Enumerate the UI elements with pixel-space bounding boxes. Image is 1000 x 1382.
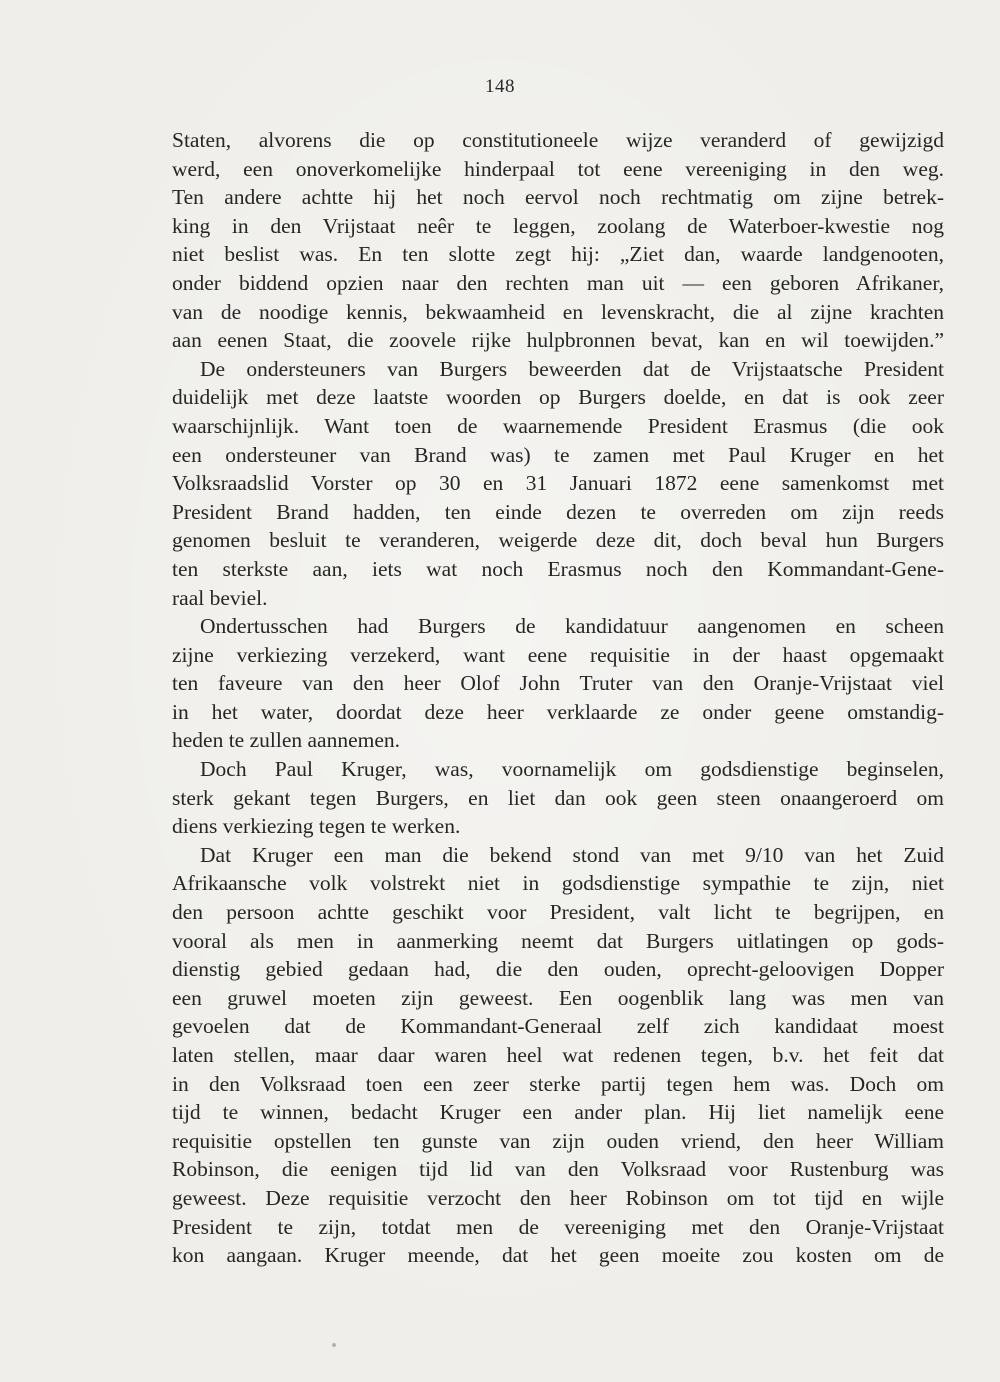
text-line: niet beslist was. En ten slotte zegt hij: „Ziet dan, waarde landgenooten, (172, 242, 944, 267)
ink-speck (332, 1343, 336, 1347)
text-line: vooral als men in aanmerking neemt dat Burgers uitlatingen op gods- (172, 928, 944, 953)
paragraph-start-line: De ondersteuners van Burgers beweerden dat de Vrijstaatsche President (200, 356, 944, 381)
text-line: aan eenen Staat, die zoovele rijke hulpbronnen bevat, kan en wil toewijden.” (172, 328, 944, 353)
page-number: 148 (485, 76, 515, 97)
text-line: kon aangaan. Kruger meende, dat het geen moeite zou kosten om de (172, 1243, 944, 1268)
text-line: laten stellen, maar daar waren heel wat redenen tegen, b.v. het feit dat (172, 1043, 944, 1067)
paragraph-end-line: heden te zullen aannemen. (172, 728, 401, 753)
text-line: ten sterkste aan, iets wat noch Erasmus noch den Kommandant-Gene- (172, 556, 944, 581)
text-line: in den Volksraad toen een zeer sterke partij tegen hem was. Doch om (172, 1071, 944, 1096)
text-line: onder biddend opzien naar den rechten man uit — een geboren Afrikaner, (172, 270, 944, 295)
text-line: zijne verkiezing verzekerd, want eene requisitie in der haast opgemaakt (172, 642, 944, 667)
text-line: Afrikaansche volk volstrekt niet in godsdienstige sympathie te zijn, niet (172, 871, 944, 896)
paragraph-start-line: Doch Paul Kruger, was, voornamelijk om godsdienstige beginselen, (200, 757, 944, 782)
text-line: sterk gekant tegen Burgers, en liet dan ook geen steen onaangeroerd om (172, 785, 944, 810)
text-line: ten faveure van den heer Olof John Truter van den Oranje-Vrijstaat viel (172, 671, 944, 696)
text-line: President te zijn, totdat men de vereeniging met den Oranje-Vrijstaat (172, 1214, 944, 1239)
text-line: gevoelen dat de Kommandant-Generaal zelf zich kandidaat moest (172, 1014, 944, 1039)
text-line: geweest. Deze requisitie verzocht den heer Robinson om tot tijd en wijle (172, 1185, 944, 1210)
paragraph-end-line: diens verkiezing tegen te werken. (172, 814, 461, 839)
text-line: tijd te winnen, bedacht Kruger een ander plan. Hij liet namelijk eene (172, 1100, 944, 1125)
text-line: werd, een onoverkomelijke hinderpaal tot eene vereeniging in den weg. (172, 156, 944, 181)
text-line: genomen besluit te veranderen, weigerde deze dit, doch beval hun Burgers (172, 528, 944, 553)
text-line: dienstig gebied gedaan had, die den ouden, oprecht-geloovigen Dopper (172, 957, 944, 982)
text-line: king in den Vrijstaat neêr te leggen, zoolang de Waterboer-kwestie nog (172, 213, 944, 238)
text-line: duidelijk met deze laatste woorden op Burgers doelde, en dat is ook zeer (172, 385, 944, 410)
body-text (172, 126, 944, 1270)
text-line: waarschijnlijk. Want toen de waarnemende President Erasmus (die ook (172, 413, 944, 438)
text-line: Staten, alvorens die op constitutioneele wijze veranderd of gewijzigd (172, 128, 944, 152)
paragraph-end-line: raal beviel. (172, 585, 268, 610)
text-line: Ten andere achtte hij het noch eervol noch rechtmatig om zijne betrek- (172, 185, 944, 210)
text-line: een gruwel moeten zijn geweest. Een oogenblik lang was men van (172, 985, 944, 1010)
text-line: van de noodige kennis, bekwaamheid en levenskracht, die al zijne krachten (172, 299, 944, 324)
text-line: Robinson, die eenigen tijd lid van den Volksraad voor Rustenburg was (172, 1157, 944, 1182)
text-line: den persoon achtte geschikt voor President, valt licht te begrijpen, en (172, 900, 944, 925)
text-line: President Brand hadden, ten einde dezen te overreden om zijn reeds (172, 499, 944, 524)
text-line: een ondersteuner van Brand was) te zamen met Paul Kruger en het (172, 442, 944, 467)
text-line: in het water, doordat deze heer verklaarde ze onder geene omstandig- (172, 699, 944, 724)
paragraph-start-line: Dat Kruger een man die bekend stond van met 9/10 van het Zuid (200, 842, 944, 867)
paragraph-start-line: Ondertusschen had Burgers de kandidatuur aangenomen en scheen (200, 614, 944, 639)
text-line: requisitie opstellen ten gunste van zijn ouden vriend, den heer William (172, 1128, 944, 1153)
text-line: Volksraadslid Vorster op 30 en 31 Januari 1872 eene samenkomst met (172, 471, 944, 496)
